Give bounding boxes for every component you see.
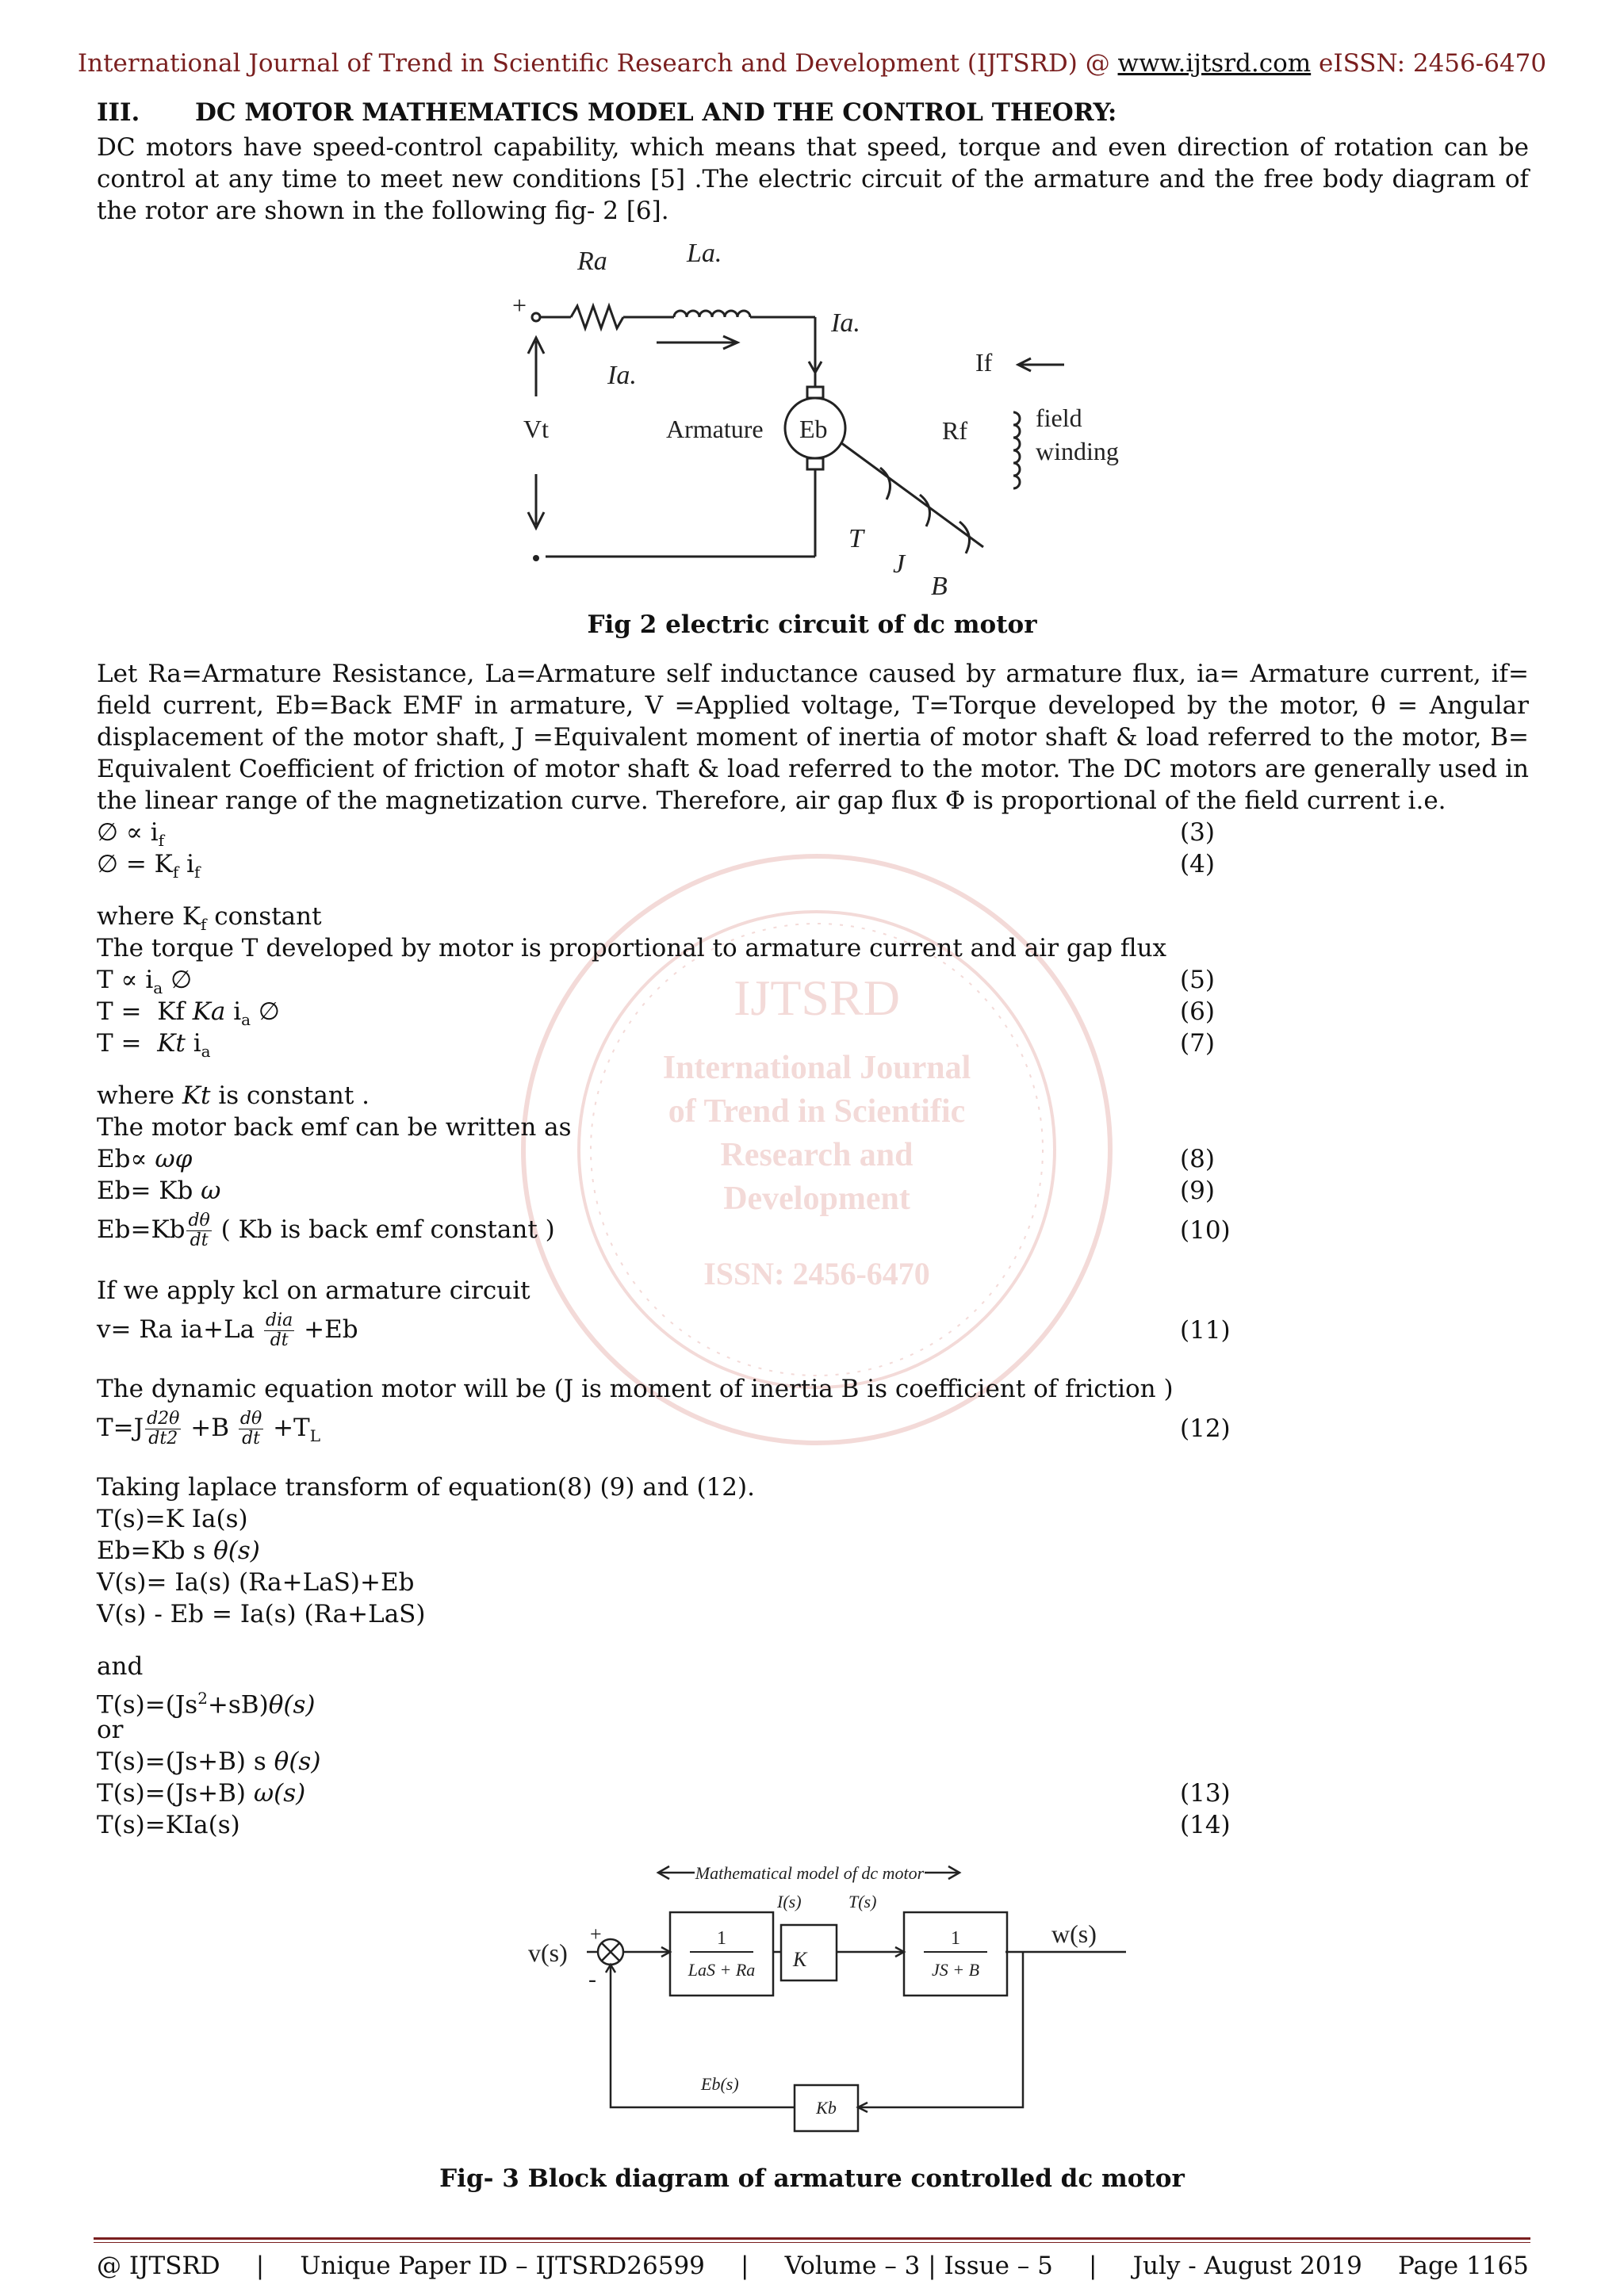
section-heading [97,98,1116,127]
footer-separator: | [741,2252,749,2280]
watermark-line4: Development [723,1181,910,1217]
laplace-line-3: V(s)= Ia(s) (Ra+LaS)+Eb [97,1568,415,1597]
definitions-paragraph: Let Ra=Armature Resistance, La=Armature self inductance caused by armature flux, ia= Armature current, if= field current, Eb=Back EMF in armature, V =Applied voltage, T=Torque developed by the motor, θ = Angular displacement of the motor shaft, J =Equivalent moment of inertia of motor shaft & load referred to the motor, B= Equivalent Coefficient of friction of motor shaft & load referred to the motor. The DC motors are generally used in the linear range of the magnetization curve. Therefore, air gap flux Φ is proportional of the field current i.e. [97,660,1529,815]
field-winding-coil [1013,412,1020,488]
laplace-line-5: $T(s)=(Js^2+sB)\theta(s)$ [97,1689,316,1720]
equation-11: v= Ra ia+La $\frac{\text{dia}}{dt}$ +Eb [97,1311,358,1350]
block1-numerator: 1 [717,1928,726,1949]
journal-issn: eISSN: 2456-6470 [1311,49,1547,78]
block-k-label: K [793,1948,807,1971]
watermark-line3: Research and [720,1137,914,1173]
block-armature [670,1912,773,1996]
backemf-text: The motor back emf can be written as [97,1113,572,1142]
equation-12: T=J $\frac{d2\theta}{dt2}$ +B $\frac{d\theta}{dt}$ $+T_L$ [97,1409,321,1448]
equation-10-number: (10) [1180,1216,1231,1245]
running-header [0,49,1624,78]
or-text: or [97,1716,124,1744]
fig2-caption: Fig 2 electric circuit of dc motor [587,610,1037,639]
label-ia-mid: Ia. [607,361,637,390]
equation-6-number: (6) [1180,997,1215,1026]
laplace-line-2: Eb=Kb s θ(s) [97,1536,260,1565]
label-plus: + [590,1923,602,1946]
label-minus: - [588,1966,596,1992]
equation-13-number: (13) [1180,1779,1231,1808]
footer-separator: | [255,2252,265,2280]
footer-rule [94,2237,1530,2240]
equation-10: Eb=Kb $\frac{d\theta}{dt}$ ( Kb is back emf constant ) [97,1211,555,1250]
label-rf: Rf [942,416,967,445]
running-footer [97,2252,1529,2280]
dc-motor-circuit-diagram [492,230,1126,610]
inertia-arrow [920,495,930,526]
label-vs: v(s) [528,1938,568,1967]
model-title: Mathematical model of dc motor [695,1863,925,1883]
equation-14: T(s)=KIa(s) [97,1811,240,1839]
equation-5: $T \propto i_a$ ∅ [97,966,193,998]
label-vt: Vt [523,415,549,443]
and-text: and [97,1652,144,1681]
label-winding: winding [1036,437,1119,465]
equation-4: ∅ = $K_f$ $i_f$ [97,850,201,882]
watermark-line1: International Journal [662,1050,971,1086]
equation-5-number: (5) [1180,966,1215,994]
intro-paragraph: DC motors have speed-control capability, which means that speed, torque and even direction of rotation can be control at any time to meet new conditions [5] .The electric circuit of the armature and the free body diagram of the rotor are shown in the following fig- 2 [6]. [97,133,1529,225]
label-field: field [1036,404,1082,432]
label-b: B [931,572,948,601]
equation-7: T = Kt $i_a$ [97,1029,211,1062]
laplace-line-4: V(s) - Eb = Ia(s) (Ra+LaS) [97,1600,426,1628]
label-if: If [975,348,993,377]
equation-3-number: (3) [1180,818,1215,847]
block-mechanical [904,1912,1007,1996]
brush-bottom [807,458,823,469]
journal-name: International Journal of Trend in Scientific Research and Development (IJTSRD) @ [77,49,1118,78]
label-ia-top: Ia. [831,308,860,338]
block-kb-label: Kb [816,2098,837,2118]
label-plus: + [512,291,527,320]
brush-top [807,387,823,398]
equation-12-number: (12) [1180,1414,1231,1443]
footer-volume: Volume – 3 | Issue – 5 [784,2252,1053,2280]
block-k [781,1925,837,1980]
kt-constant-text: where Kt is constant . [97,1081,370,1110]
laplace-text: Taking laplace transform of equation(8) (9) and (12). [97,1473,755,1502]
block3-numerator: 1 [951,1928,960,1949]
label-is: I(s) [777,1892,802,1911]
footer-rule-thin [94,2242,1530,2243]
equation-11-number: (11) [1180,1316,1231,1345]
equation-9-number: (9) [1180,1177,1215,1205]
equation-13: T(s)=(Js+B) ω(s) [97,1779,306,1808]
equation-7-number: (7) [1180,1029,1215,1058]
laplace-line-1: T(s)=K Ia(s) [97,1505,248,1533]
kf-constant-text: where $K_f$ constant [97,902,322,935]
watermark-center: IJTSRD [733,970,900,1026]
dynamic-text: The dynamic equation motor will be (J is moment of inertia B is coefficient of friction ) [97,1375,1174,1403]
label-eb: Eb [799,415,828,443]
journal-url-link[interactable]: www.ijtsrd.com [1117,49,1312,78]
label-ws: w(s) [1051,1919,1097,1948]
label-armature: Armature [666,415,764,443]
resistor-ra [571,306,623,328]
footer-brand: @ IJTSRD [97,2252,220,2280]
equation-8-number: (8) [1180,1145,1215,1173]
fig3-caption: Fig- 3 Block diagram of armature controlled dc motor [439,2164,1185,2193]
equation-14-number: (14) [1180,1811,1231,1839]
watermark-line2: of Trend in Scientific [668,1093,966,1130]
label-ra: Ra [577,247,607,276]
friction-arrow [959,522,970,553]
inductor-la [674,311,750,317]
label-t: T [848,524,864,553]
positive-terminal [532,313,540,321]
label-ts: T(s) [848,1892,877,1911]
laplace-line-6: T(s)=(Js+B) s θ(s) [97,1747,321,1776]
block1-denominator: LaS + Ra [688,1960,756,1980]
footer-date: July - August 2019 [1132,2252,1362,2280]
footer-page: Page 1165 [1398,2252,1529,2280]
section-number: III. [97,98,140,127]
equation-8: Eb∝ ωφ [97,1145,193,1173]
negative-terminal [533,555,539,561]
equation-9: Eb= Kb ω [97,1177,221,1205]
section-title: DC MOTOR MATHEMATICS MODEL AND THE CONTROL THEORY: [195,98,1117,127]
label-la: La. [687,239,722,268]
footer-paper-id: Unique Paper ID – IJTSRD26599 [300,2252,705,2280]
label-j: J [893,549,906,579]
footer-separator: | [1089,2252,1097,2280]
torque-text: The torque T developed by motor is proportional to armature current and air gap flux [97,934,1167,962]
equation-3: ∅ ∝ $i_f$ [97,818,165,851]
block-diagram [515,1855,1158,2164]
block3-denominator: JS + B [931,1960,980,1980]
kcl-text: If we apply kcl on armature circuit [97,1276,530,1305]
equation-4-number: (4) [1180,850,1215,878]
label-ebs: Eb(s) [701,2074,739,2094]
watermark-issn: ISSN: 2456-6470 [703,1256,930,1292]
equation-6: T = Kf Ka $i_a$ ∅ [97,997,280,1030]
